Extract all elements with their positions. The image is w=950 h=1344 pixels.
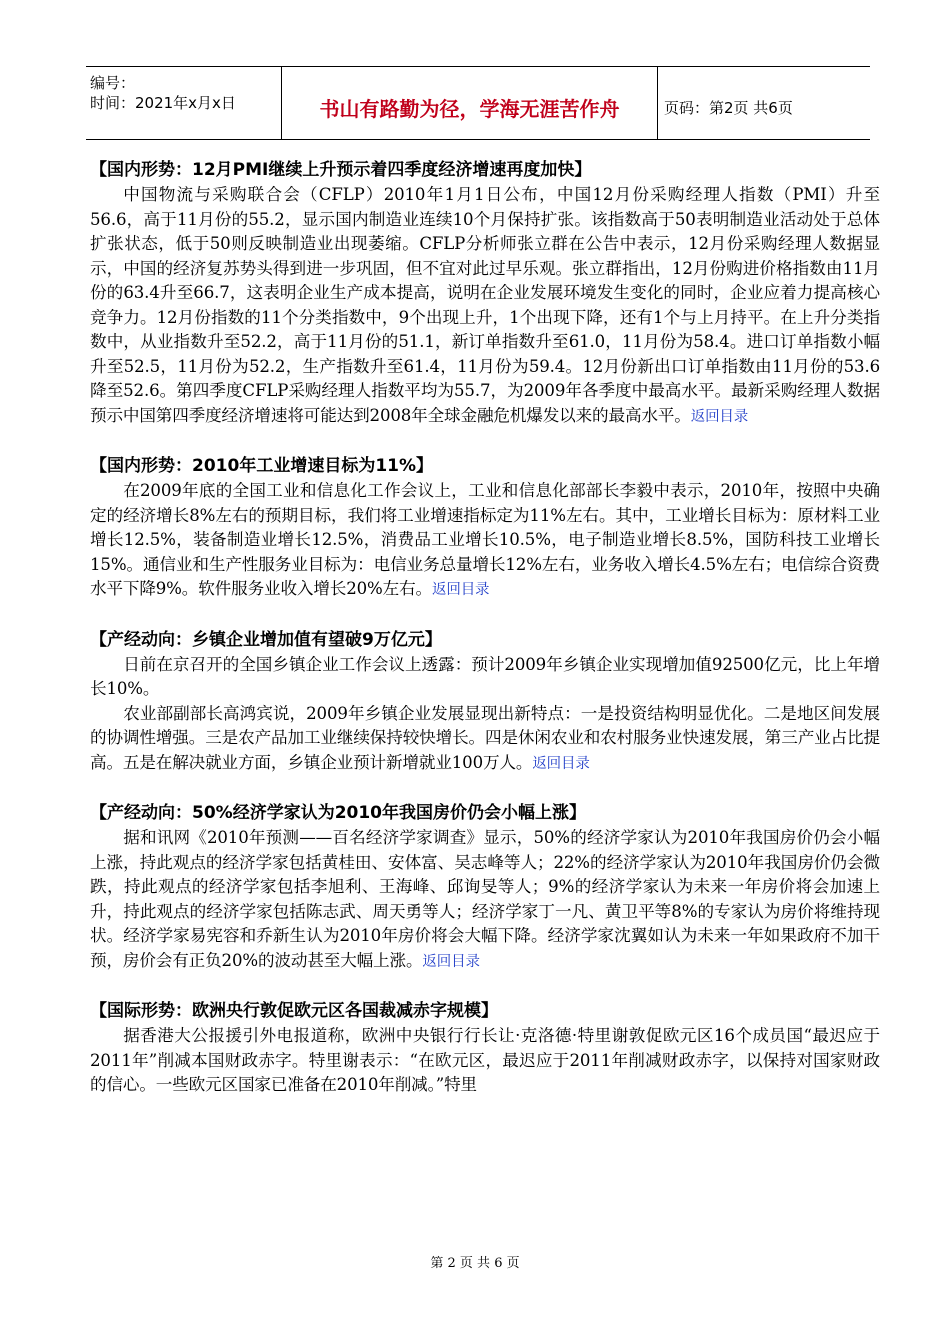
article-title: 【产经动向：乡镇企业增加值有望破9万亿元】 <box>90 629 442 650</box>
header-page-label: 页码：第2页 共6页 <box>664 98 793 117</box>
article-paragraph: 农业部副部长高鸿宾说，2009年乡镇企业发展显现出新特点：一是投资结构明显优化。二是地区间发展的协调性增强。三是农产品加工业继续保持较快增长。四是休闲农业和农村服务业快速发展，第三产业占比提高。五是在解决就业方面，乡镇企业预计新增就业100万人。返回目录 <box>90 703 880 772</box>
article-title: 【国际形势：欧洲央行敦促欧元区各国裁减赤字规模】 <box>90 1001 498 1021</box>
article-paragraph: 在2009年底的全国工业和信息化工作会议上，工业和信息化部部长李毅中表示，2010年，按照中央确定的经济增长8%左右的预期目标，我们将工业增速指标定为11%左右。其中，工业增长目标为：原材料工业增长12.5%，装备制造业增长12.5%，消费品工业增长10.5%，电子制造业增长8.5%，国防科技工业增长15%。通信业和生产性服务业目标为：电信业务总量增长12%左右，业务收入增长4.5%左右；电信综合资费水平下降9%。软件服务业收入增长20%左右。返回目录 <box>90 481 880 598</box>
number-label: 编号： <box>90 74 136 92</box>
document-body <box>90 157 880 1122</box>
article-pmi <box>90 157 880 429</box>
article-township-enterprises <box>90 627 880 777</box>
back-to-toc-link[interactable]: 返回目录 <box>422 953 480 970</box>
time-label: 时间：2021年x月x日 <box>90 94 236 112</box>
back-to-toc-link[interactable]: 返回目录 <box>532 755 590 772</box>
article-industrial-growth <box>90 453 880 603</box>
article-title: 【国内形势：12月PMI继续上升预示着四季度经济增速再度加快】 <box>90 160 592 180</box>
article-paragraph: 中国物流与采购联合会（CFLP）2010年1月1日公布，中国12月份采购经理人指数（PMI）升至56.6，高于11月份的55.2，显示国内制造业连续10个月保持扩张。该指数高于50表明制造业活动处于总体扩张状态，低于50则反映制造业出现萎缩。CFLP分析师张立群在公告中表示，12月份采购经理人数据显示，中国的经济复苏势头得到进一步巩固，但不宜对此过早乐观。张立群指出，12月份购进价格指数由11月份的63.4升至66.7，这表明企业生产成本提高，说明在企业发展环境发生变化的同时，企业应着力提高核心竞争力。12月份指数的11个分类指数中，9个出现上升，1个出现下降，还有1个与上月持平。在上升分类指数中，从业指数升至52.2，高于11月份的51.1，新订单指数升至61.0，11月份为58.4。进口订单指数小幅升至52.5，11月份为52.2，生产指数升至61.4，11月份为59.4。12月份新出口订单指数由11月份的53.6降至52.6。第四季度CFLP采购经理人指数平均为55.7，为2009年各季度中最高水平。最新采购经理人数据预示中国第四季度经济增速将可能达到2008年全球金融危机爆发以来的最高水平。返回目录 <box>90 185 880 425</box>
header-motto: 书山有路勤为径，学海无涯苦作舟 <box>282 67 658 139</box>
back-to-toc-link[interactable]: 返回目录 <box>432 582 490 598</box>
back-to-toc-link[interactable]: 返回目录 <box>690 408 749 425</box>
article-title: 【产经动向：50%经济学家认为2010年我国房价仍会小幅上涨】 <box>90 803 587 823</box>
page-footer: 第 2 页 共 6 页 <box>430 1256 520 1271</box>
article-paragraph: 日前在京召开的全国乡镇企业工作会议上透露：预计2009年乡镇企业实现增加值92500亿元，比上年增长10%。 <box>90 654 880 698</box>
header-meta <box>86 67 282 139</box>
article-ecb-deficit <box>90 998 880 1098</box>
article-paragraph: 据香港大公报援引外电报道称，欧洲中央银行行长让·克洛德·特里谢敦促欧元区16个成员国“最迟应于2011年”削减本国财政赤字。特里谢表示：“在欧元区，最迟应于2011年削减财政赤字，以保持对国家财政的信心。一些欧元区国家已准备在2010年削减。”特里 <box>90 1026 880 1094</box>
article-paragraph: 据和讯网《2010年预测——百名经济学家调查》显示，50%的经济学家认为2010年我国房价仍会小幅上涨，持此观点的经济学家包括黄桂田、安体富、吴志峰等人；22%的经济学家认为2010年我国房价仍会微跌，持此观点的经济学家包括李旭利、王海峰、邱询旻等人；9%的经济学家认为未来一年房价将会加速上升，持此观点的经济学家包括陈志武、周天勇等人；经济学家丁一凡、黄卫平等8%的专家认为房价将维持现状。经济学家易宪容和乔新生认为2010年房价将会大幅下降。经济学家沈翼如认为未来一年如果政府不加干预，房价会有正负20%的波动甚至大幅上涨。返回目录 <box>90 828 880 970</box>
page-header <box>86 66 870 140</box>
article-title: 【国内形势：2010年工业增速目标为11%】 <box>90 456 434 476</box>
article-housing-prices <box>90 800 880 974</box>
